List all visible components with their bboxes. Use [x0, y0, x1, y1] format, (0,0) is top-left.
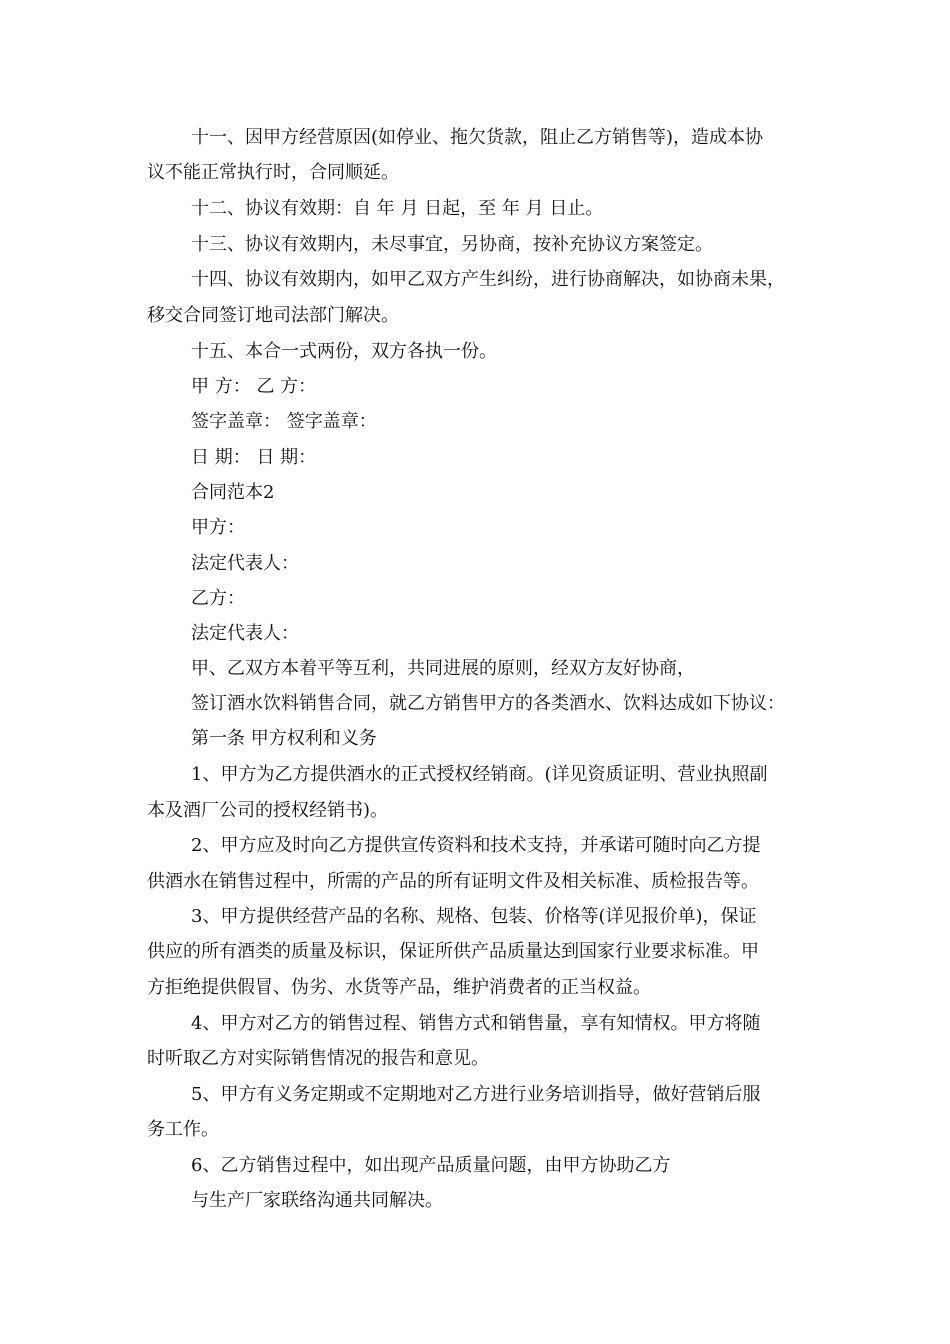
- clause-14-line-1: 十四、协议有效期内，如甲乙双方产生纠纷，进行协商解决，如协商未果，: [191, 269, 785, 290]
- article-1-heading: 第一条 甲方权利和义务: [191, 728, 377, 749]
- item-3-line-3: 方拒绝提供假冒、伪劣、水货等产品，维护消费者的正当权益。: [147, 977, 651, 998]
- preamble-line-2: 签订酒水饮料销售合同，就乙方销售甲方的各类酒水、饮料达成如下协议：: [191, 693, 785, 714]
- party-a-representative: 法定代表人：: [191, 553, 299, 574]
- item-1-line-2: 本及酒厂公司的授权经销书)。: [147, 800, 389, 821]
- party-a-label: 甲方：: [191, 517, 245, 538]
- contract-template-title: 合同范本2: [191, 482, 275, 503]
- signature-seal-line: 签字盖章： 签字盖章：: [191, 411, 377, 432]
- party-b-label: 乙方：: [191, 588, 245, 609]
- signature-date-line: 日 期： 日 期：: [191, 447, 317, 468]
- item-5-line-1: 5、甲方有义务定期或不定期地对乙方进行业务培训指导，做好营销后服: [191, 1084, 761, 1105]
- item-6-line-2: 与生产厂家联络沟通共同解决。: [191, 1190, 443, 1211]
- party-b-representative: 法定代表人：: [191, 623, 299, 644]
- clause-11-line-2: 议不能正常执行时，合同顺延。: [147, 162, 399, 183]
- clause-11-line-1: 十一、因甲方经营原因(如停业、拖欠货款，阻止乙方销售等)，造成本协: [191, 127, 764, 148]
- item-1-line-1: 1、甲方为乙方提供酒水的正式授权经销商。(详见资质证明、营业执照副: [191, 764, 768, 785]
- item-6-line-1: 6、乙方销售过程中，如出现产品质量问题，由甲方协助乙方: [191, 1155, 671, 1176]
- item-3-line-2: 供应的所有酒类的质量及标识，保证所供产品质量达到国家行业要求标准。甲: [147, 941, 759, 962]
- clause-12: 十二、协议有效期：自 年 月 日起，至 年 月 日止。: [191, 198, 604, 219]
- item-5-line-2: 务工作。: [147, 1119, 219, 1140]
- clause-14-line-2: 移交合同签订地司法部门解决。: [147, 305, 399, 326]
- item-2-line-1: 2、甲方应及时向乙方提供宣传资料和技术支持，并承诺可随时向乙方提: [191, 835, 761, 856]
- clause-15: 十五、本合一式两份，双方各执一份。: [191, 341, 497, 362]
- item-4-line-1: 4、甲方对乙方的销售过程、销售方式和销售量，享有知情权。甲方将随: [191, 1013, 761, 1034]
- item-2-line-2: 供酒水在销售过程中，所需的产品的所有证明文件及相关标准、质检报告等。: [147, 871, 759, 892]
- clause-13: 十三、协议有效期内，未尽事宜，另协商，按补充协议方案签定。: [191, 234, 713, 255]
- item-4-line-2: 时听取乙方对实际销售情况的报告和意见。: [147, 1048, 489, 1069]
- item-3-line-1: 3、甲方提供经营产品的名称、规格、包装、价格等(详见报价单)，保证: [191, 906, 757, 927]
- preamble-line-1: 甲、乙双方本着平等互利，共同进展的原则，经双方友好协商，: [191, 658, 695, 679]
- signature-party-line: 甲 方： 乙 方：: [191, 376, 317, 397]
